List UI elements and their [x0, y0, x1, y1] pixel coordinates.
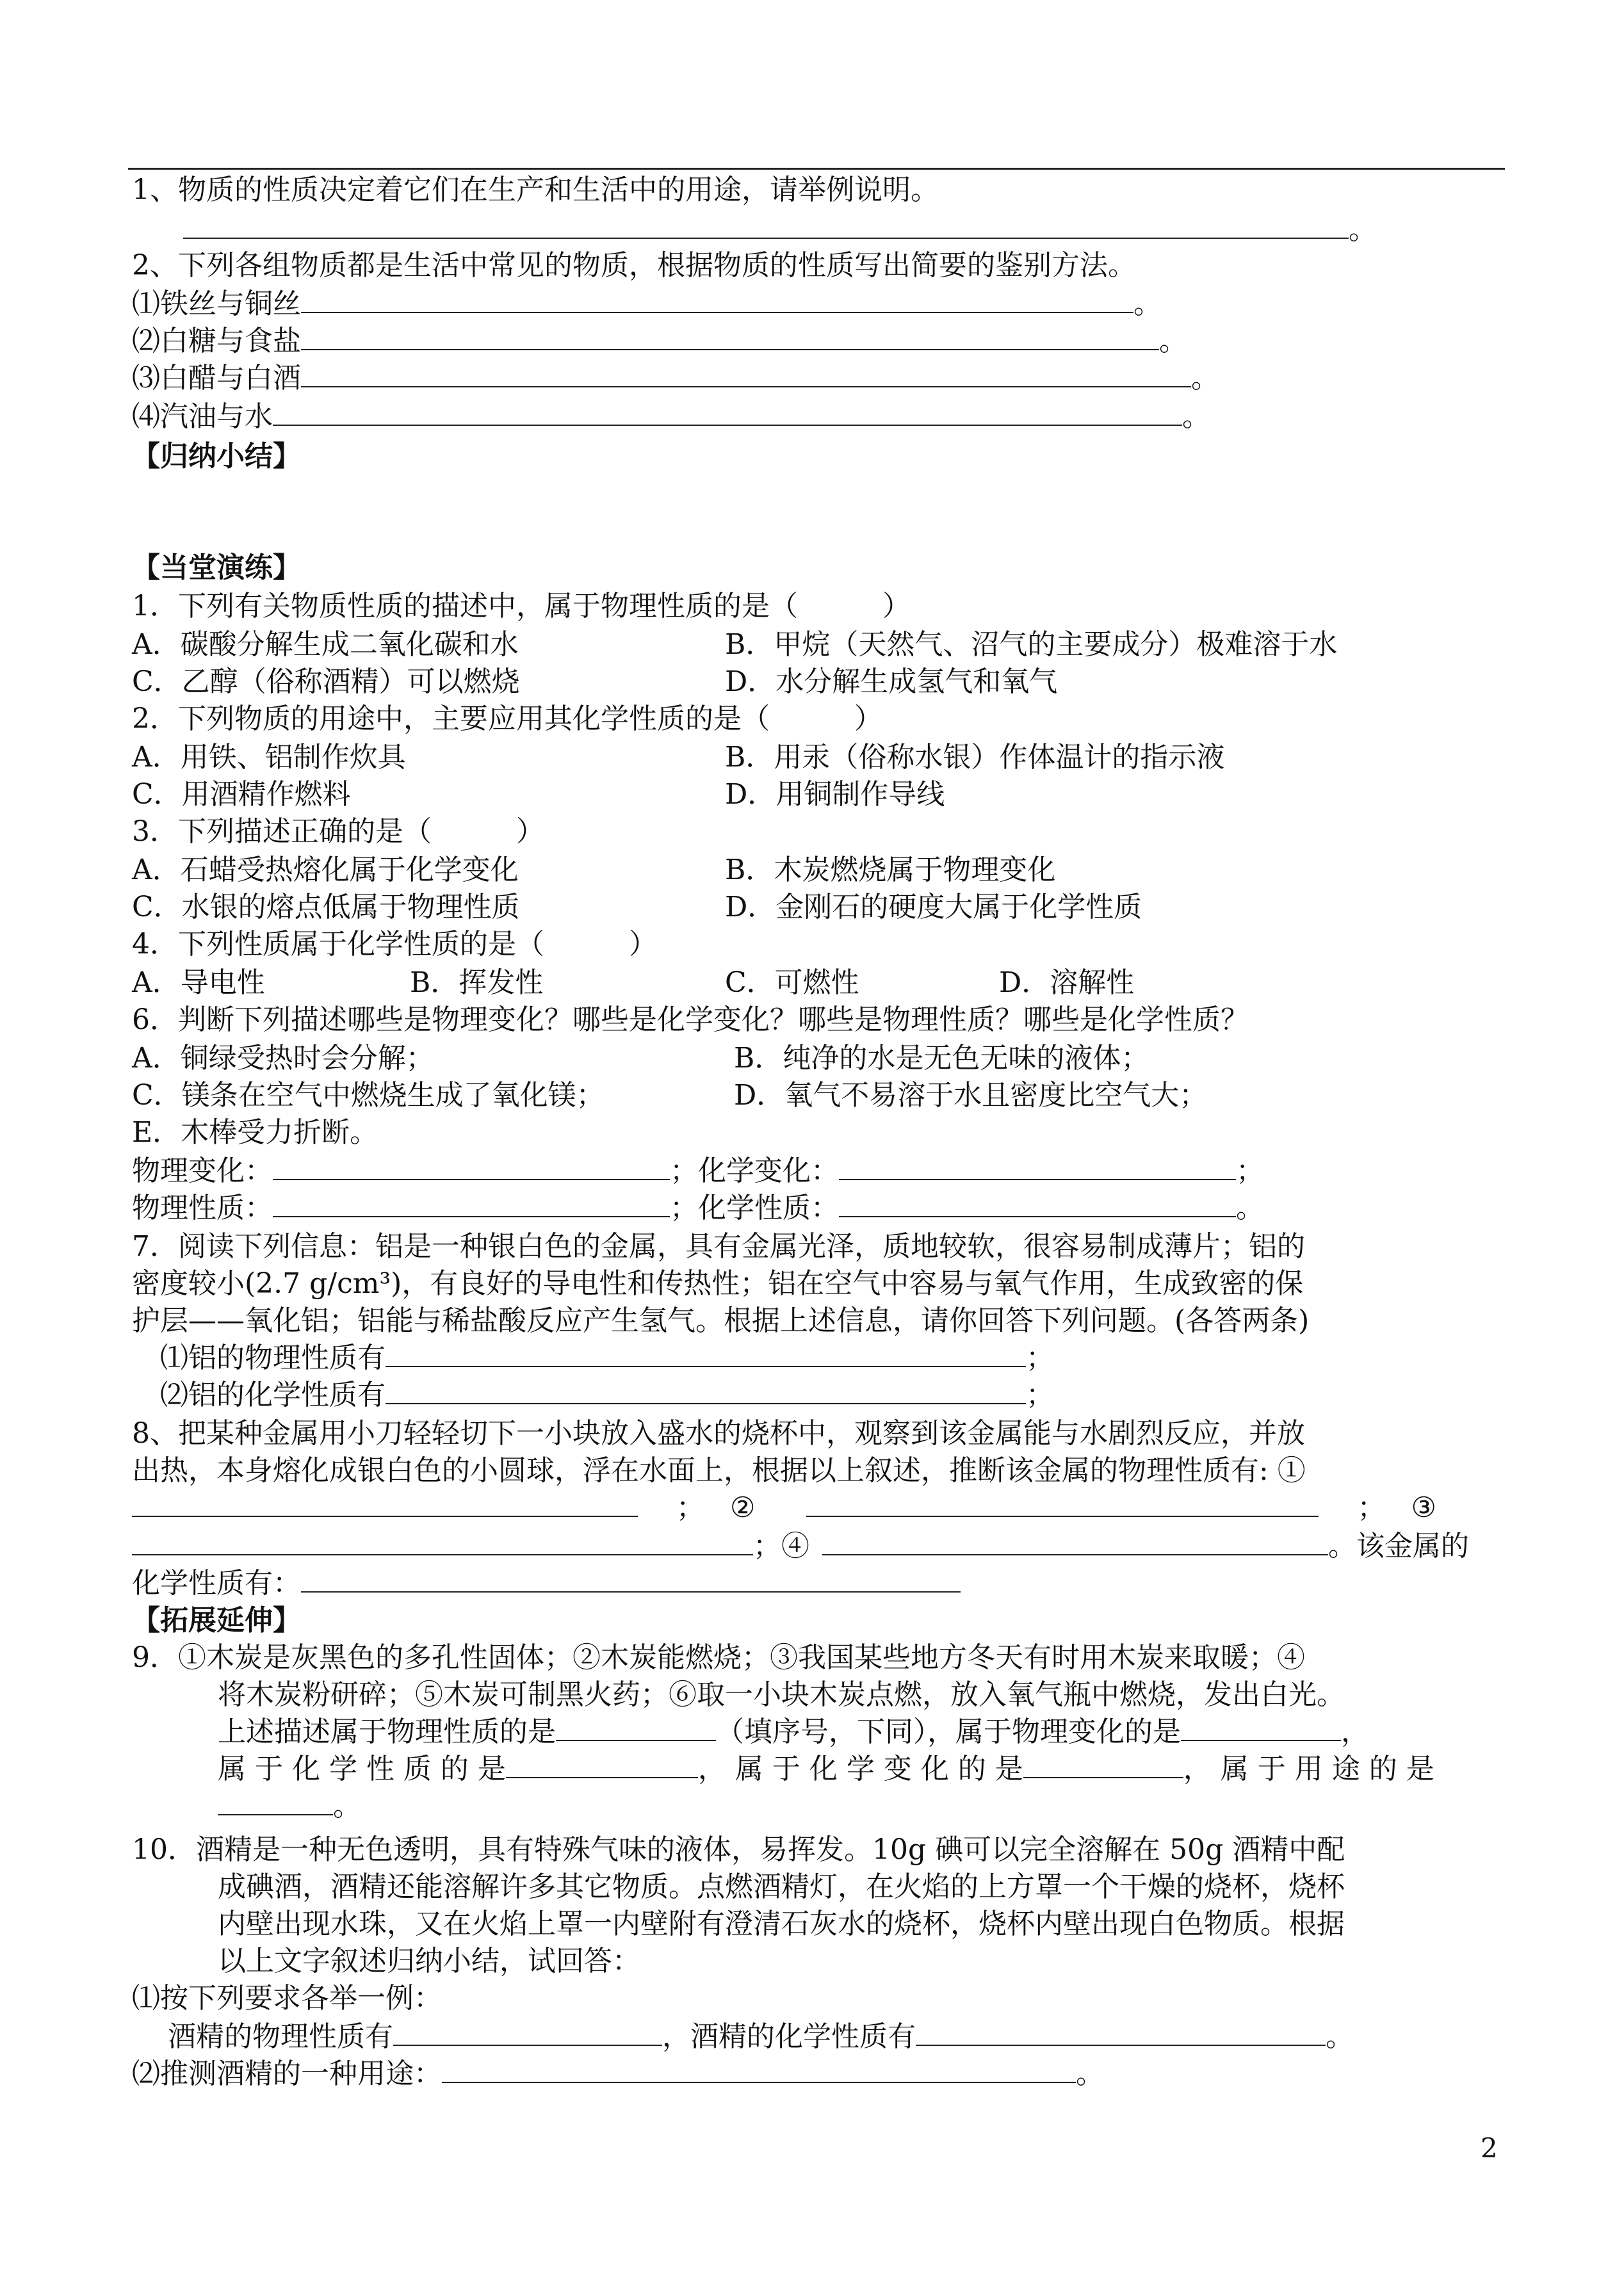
p9-line-3 — [218, 1714, 1369, 1751]
p9-end: 。 — [333, 1790, 361, 1822]
p9-comma: ， — [1341, 1715, 1369, 1748]
q2-item-label: ⑴铁丝与铜丝 — [132, 288, 301, 320]
p1-option-b: B．甲烷（天然气、沼气的主要成分）极难溶于水 — [725, 628, 1338, 661]
p1-option-c: C．乙醇（俗称酒精）可以燃烧 — [132, 665, 520, 698]
p2-option-c: C．用酒精作燃料 — [132, 778, 351, 811]
p8-line-5 — [132, 1565, 961, 1602]
answer-blank[interactable] — [393, 2019, 662, 2046]
answer-blank[interactable] — [839, 1153, 1236, 1180]
semicolon: ； — [753, 1530, 781, 1562]
semicolon: ； — [670, 1192, 698, 1224]
p3-option-a: A．石蜡受热熔化属于化学变化 — [132, 854, 519, 886]
p7-sub-2 — [160, 1377, 1054, 1414]
answer-blank[interactable] — [1023, 1751, 1183, 1778]
p9-l4a: 属 于 化 学 性 质 的 是 — [218, 1753, 506, 1785]
answer-blank[interactable] — [916, 2019, 1326, 2046]
answer-blank[interactable] — [183, 212, 1349, 239]
p9-line-1: 9．①木炭是灰黑色的多孔性固体；②木炭能燃烧；③我国某些地方冬天有时用木炭来取暖；④ — [132, 1641, 1305, 1674]
p2-option-a: A．用铁、铝制作炊具 — [132, 741, 406, 774]
p10-sub-1: ⑴按下列要求各举一例： — [132, 1982, 442, 2015]
answer-blank[interactable] — [386, 1340, 1026, 1367]
p1-option-a: A．碳酸分解生成二氧化碳和水 — [132, 628, 519, 661]
p7-line-3: 护层——氧化铝；铝能与稀盐酸反应产生氢气。根据上述信息，请你回答下列问题。(各答两条) — [132, 1304, 1310, 1337]
circle-3: ③ — [1411, 1491, 1436, 1524]
answer-blank[interactable] — [556, 1714, 716, 1741]
answer-blank[interactable] — [273, 399, 1182, 426]
p9-line-2: 将木炭粉研碎；⑤木炭可制黑火药；⑥取一小块木炭点燃，放入氧气瓶中燃烧，发出白光。 — [218, 1678, 1345, 1711]
phys-prop-label: 物理性质： — [132, 1192, 273, 1224]
answer-blank[interactable] — [1181, 1714, 1341, 1741]
extension-heading: 【拓展延伸】 — [132, 1604, 301, 1637]
q2-end: 。 — [1182, 400, 1210, 433]
q2-text: 2、下列各组物质都是生活中常见的物质，根据物质的性质写出简要的鉴别方法。 — [132, 249, 1136, 282]
q2-end: 。 — [1191, 362, 1219, 394]
p8-line-1: 8、把某种金属用小刀轻轻切下一小块放入盛水的烧杯中，观察到该金属能与水剧烈反应，并放 — [132, 1417, 1305, 1450]
p4-option-c: C．可燃性 — [725, 966, 859, 999]
p9-l3b: （填序号，下同），属于物理变化的是 — [716, 1715, 1181, 1748]
answer-blank[interactable] — [273, 1153, 670, 1180]
p3-option-c: C．水银的熔点低属于物理性质 — [132, 891, 520, 923]
q2-end: 。 — [1159, 325, 1187, 357]
p6-option-c: C．镁条在空气中燃烧生成了氧化镁； — [132, 1079, 605, 1112]
circle-4: ④ — [781, 1530, 809, 1562]
q1-text: 1、物质的性质决定着它们在生产和生活中的用途，请举例说明。 — [132, 174, 939, 206]
p4-option-d: D．溶解性 — [999, 966, 1135, 999]
q1-end: 。 — [1349, 213, 1377, 246]
p2-stem: 2．下列物质的用途中，主要应用其化学性质的是（ ） — [132, 702, 882, 735]
p6-option-e: E．木棒受力折断。 — [132, 1116, 378, 1149]
p4-stem: 4．下列性质属于化学性质的是（ ） — [132, 928, 657, 961]
p6-fill-row-2 — [132, 1190, 1264, 1227]
q2-item-label: ⑷汽油与水 — [132, 400, 273, 433]
q2-item-2 — [132, 323, 1187, 360]
answer-blank[interactable] — [442, 2056, 1076, 2083]
p8-line-4 — [132, 1528, 1469, 1565]
q2-end: 。 — [1133, 288, 1162, 320]
p2-option-d: D．用铜制作导线 — [725, 778, 945, 811]
p6-option-b: B．纯净的水是无色无味的液体； — [734, 1042, 1149, 1075]
answer-blank[interactable] — [132, 1490, 638, 1517]
p10-s3: ⑵推测酒精的一种用途： — [132, 2057, 442, 2090]
p9-l4b: ， 属 于 化 学 变 化 的 是 — [697, 1753, 1023, 1785]
p9-line-5 — [218, 1788, 361, 1825]
phys-change-label: 物理变化： — [132, 1155, 273, 1187]
semicolon: ； — [1236, 1155, 1264, 1187]
q2-item-label: ⑶白醋与白酒 — [132, 362, 301, 394]
answer-blank[interactable] — [218, 1788, 333, 1815]
p1-stem: 1．下列有关物质性质的描述中，属于物理性质的是（ ） — [132, 590, 911, 622]
page-number: 2 — [1481, 2132, 1498, 2164]
p6-stem: 6．判断下列描述哪些是物理变化？哪些是化学变化？哪些是物理性质？哪些是化学性质？ — [132, 1003, 1249, 1036]
p7-sub-1-label: ⑴铝的物理性质有 — [160, 1342, 386, 1374]
p10-s2a: 酒精的物理性质有 — [168, 2020, 393, 2053]
p3-option-d: D．金刚石的硬度大属于化学性质 — [725, 891, 1142, 923]
p1-option-d: D．水分解生成氢气和氧气 — [725, 665, 1058, 698]
p7-line-1: 7．阅读下列信息：铝是一种银白色的金属，具有金属光泽，质地较软，很容易制成薄片；铝的 — [132, 1230, 1305, 1263]
p7-sub-1 — [160, 1340, 1054, 1377]
p6-option-d: D．氧气不易溶于水且密度比空气大； — [734, 1079, 1208, 1112]
answer-blank[interactable] — [386, 1377, 1026, 1404]
p10-line-3: 内壁出现水珠，又在火焰上罩一内壁附有澄清石灰水的烧杯，烧杯内壁出现白色物质。根据 — [218, 1908, 1345, 1940]
p6-fill-row-1 — [132, 1153, 1264, 1190]
semicolon: ； — [670, 1155, 698, 1187]
answer-blank[interactable] — [506, 1751, 698, 1778]
p10-s3end: 。 — [1076, 2057, 1104, 2090]
p9-line-4 — [218, 1751, 1434, 1788]
q2-item-1 — [132, 286, 1162, 323]
practice-heading: 【当堂演练】 — [132, 551, 301, 584]
p10-line-1: 10．酒精是一种无色透明，具有特殊气味的液体，易挥发。10g 碘可以完全溶解在 50g 酒精中配 — [132, 1833, 1345, 1866]
p8-tail: 。该金属的 — [1328, 1530, 1469, 1562]
semicolon: ； — [1026, 1379, 1054, 1411]
p7-sub-2-label: ⑵铝的化学性质有 — [160, 1379, 386, 1411]
q2-item-label: ⑵白糖与食盐 — [132, 325, 301, 357]
p10-s2end: 。 — [1326, 2020, 1354, 2053]
answer-blank[interactable] — [806, 1490, 1319, 1517]
p10-s2b: ，酒精的化学性质有 — [662, 2020, 916, 2053]
p4-option-b: B．挥发性 — [410, 966, 544, 999]
answer-blank[interactable] — [822, 1529, 1328, 1555]
q1-answer-line — [183, 211, 1377, 248]
p8-chem-label: 化学性质有： — [132, 1567, 301, 1600]
summary-heading: 【归纳小结】 — [132, 440, 301, 473]
p9-l4c: ， 属 于 用 途 的 是 — [1183, 1753, 1434, 1785]
p3-stem: 3．下列描述正确的是（ ） — [132, 815, 544, 848]
p10-line-2: 成碘酒，酒精还能溶解许多其它物质。点燃酒精灯，在火焰的上方罩一个干燥的烧杯，烧杯 — [218, 1870, 1345, 1903]
p9-l3a: 上述描述属于物理性质的是 — [218, 1715, 556, 1748]
answer-blank[interactable] — [273, 1190, 670, 1217]
answer-blank[interactable] — [839, 1190, 1236, 1217]
header-rule — [128, 168, 1505, 170]
p10-sub-1-row — [168, 2018, 1354, 2056]
p2-option-b: B．用汞（俗称水银）作体温计的指示液 — [725, 741, 1225, 774]
p7-line-2: 密度较小(2.7 g/cm³)，有良好的导电性和传热性；铝在空气中容易与氧气作用，生成致密的保 — [132, 1267, 1304, 1300]
p8-line-3 — [132, 1489, 1436, 1527]
p10-line-4: 以上文字叙述归纳小结，试回答： — [218, 1945, 640, 1977]
semicolon: ； — [676, 1491, 704, 1524]
chem-change-label: 化学变化： — [698, 1155, 839, 1187]
p10-sub-2 — [132, 2056, 1104, 2093]
semicolon: ； — [1026, 1342, 1054, 1374]
answer-blank[interactable] — [301, 361, 1191, 387]
answer-blank[interactable] — [301, 323, 1159, 350]
period: 。 — [1236, 1192, 1264, 1224]
answer-blank[interactable] — [301, 286, 1133, 313]
chem-prop-label: 化学性质： — [698, 1192, 839, 1224]
p4-option-a: A．导电性 — [132, 966, 265, 999]
p6-option-a: A．铜绿受热时会分解； — [132, 1042, 434, 1075]
q2-item-4 — [132, 398, 1210, 435]
p8-line-2: 出热，本身熔化成银白色的小圆球，浮在水面上，根据以上叙述，推断该金属的物理性质有: ① — [132, 1454, 1306, 1487]
semicolon: ； — [1357, 1491, 1386, 1524]
q2-item-3 — [132, 360, 1219, 397]
circle-2: ② — [730, 1491, 756, 1524]
answer-blank[interactable] — [132, 1529, 753, 1555]
p3-option-b: B．木炭燃烧属于物理变化 — [725, 854, 1056, 886]
answer-blank[interactable] — [301, 1566, 961, 1593]
